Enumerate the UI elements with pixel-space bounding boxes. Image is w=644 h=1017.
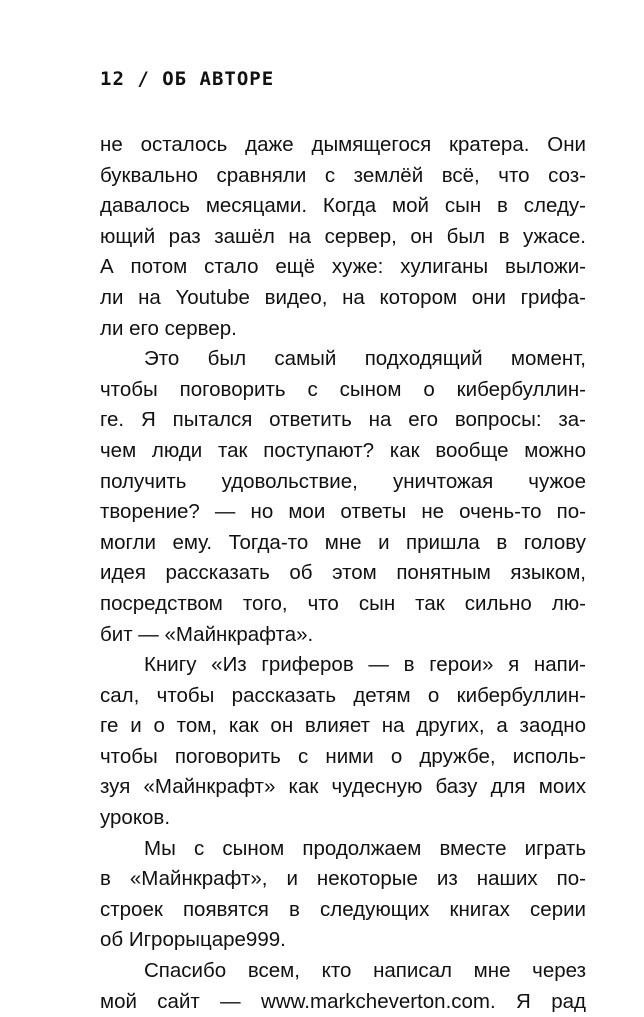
- text-line: чтобы поговорить с сыном о кибербуллин-: [100, 377, 586, 401]
- paragraph: [100, 650, 586, 834]
- text-line: в «Майнкрафт», и некоторые из наших по-: [100, 867, 586, 891]
- text-line: ли его сервер.: [100, 316, 237, 340]
- text-line: Книгу «Из гриферов — в герои» я напи-: [144, 653, 586, 677]
- text-line: творение? — но мои ответы не очень-то по-: [100, 500, 586, 524]
- text-line: мой сайт — www.markcheverton.com. Я рад: [100, 989, 586, 1013]
- text-line: идея рассказать об этом понятным языком,: [100, 561, 586, 585]
- text-line: Это был самый подходящий момент,: [144, 347, 586, 371]
- text-line: чем люди так поступают? как вообще можно: [100, 438, 586, 462]
- text-line: ге. Я пытался ответить на его вопросы: за-: [100, 408, 586, 432]
- text-line: строек появятся в следующих книгах серии: [100, 897, 586, 921]
- text-line: бит — «Майнкрафта».: [100, 622, 314, 646]
- text-line: уроков.: [100, 806, 171, 830]
- text-line: посредством того, что сын так сильно лю-: [100, 591, 586, 615]
- text-line: чтобы поговорить с ними о дружбе, исполь-: [100, 744, 586, 768]
- text-line: А потом стало ещё хуже: хулиганы выложи-: [100, 255, 586, 279]
- text-line: Спасибо всем, кто написал мне через: [144, 959, 586, 983]
- paragraph: [100, 956, 586, 1017]
- paragraph: [100, 834, 586, 956]
- text-line: не осталось даже дымящегося кратера. Они: [100, 133, 586, 156]
- paragraph: [100, 130, 586, 344]
- text-line: буквально сравняли с землёй всё, что соз-: [100, 163, 586, 187]
- text-line: давалось месяцами. Когда мой сын в следу-: [100, 194, 586, 218]
- text-line: получить удовольствие, уничтожая чужое: [100, 469, 586, 493]
- paragraph: [100, 344, 586, 650]
- text-line: ли на Youtube видео, на котором они грифа-: [100, 285, 586, 309]
- text-line: сал, чтобы рассказать детям о кибербуллин-: [100, 683, 586, 707]
- running-head: 12 / ОБ АВТОРЕ: [100, 68, 275, 90]
- text-line: ющий раз зашёл на сервер, он был в ужасе.: [100, 224, 586, 248]
- text-line: Мы с сыном продолжаем вместе играть: [144, 836, 586, 860]
- text-line: могли ему. Тогда-то мне и пришла в голову: [100, 530, 586, 554]
- text-line: ге и о том, как он влияет на других, а заодно: [100, 714, 586, 738]
- text-line: зуя «Майнкрафт» как чудесную базу для моих: [100, 775, 586, 799]
- body-text: [100, 130, 586, 1017]
- text-line: об Игрорыцаре999.: [100, 928, 286, 952]
